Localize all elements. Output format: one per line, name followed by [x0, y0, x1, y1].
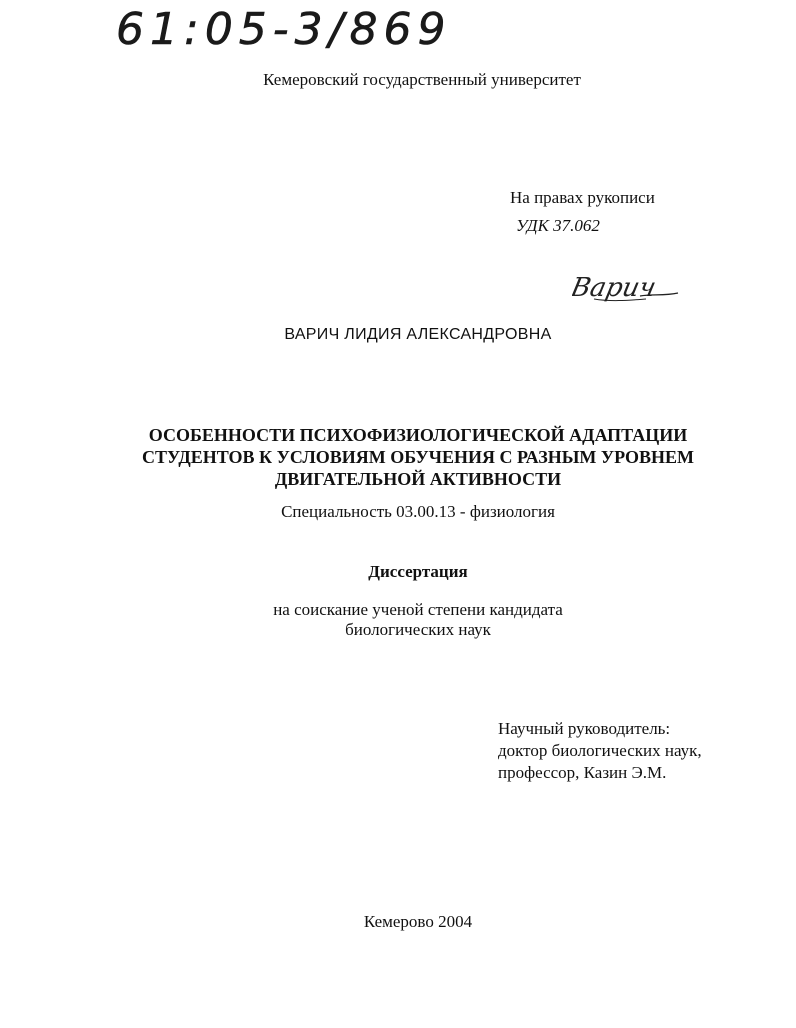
archive-number-text: 61:05-3/869	[116, 4, 452, 54]
author-name: ВАРИЧ ЛИДИЯ АЛЕКСАНДРОВНА	[284, 326, 552, 343]
author-signature	[572, 266, 682, 310]
degree-description	[218, 600, 618, 640]
degree-line: биологических наук	[345, 620, 491, 639]
udk-code: УДК 37.062	[516, 216, 600, 235]
supervisor-block	[498, 718, 702, 784]
title-line: СТУДЕНТОВ К УСЛОВИЯМ ОБУЧЕНИЯ С РАЗНЫМ УРОВНЕМ	[142, 447, 694, 467]
manuscript-rights-label: На правах рукописи	[510, 188, 655, 207]
university-name: Кемеровский государственный университет	[263, 70, 581, 89]
supervisor-line: доктор биологических наук,	[498, 741, 702, 760]
degree-line: на соискание ученой степени кандидата	[273, 600, 563, 619]
supervisor-line: профессор, Казин Э.М.	[498, 763, 667, 782]
signature-text: Варич	[572, 273, 659, 303]
dissertation-title	[120, 424, 716, 490]
city-year: Кемерово 2004	[363, 912, 473, 931]
dissertation-label: Диссертация	[368, 562, 468, 581]
specialty: Специальность 03.00.13 - физиология	[281, 502, 555, 521]
title-line: ОСОБЕННОСТИ ПСИХОФИЗИОЛОГИЧЕСКОЙ АДАПТАЦИИ	[148, 425, 688, 445]
archive-number-handwritten	[112, 2, 472, 54]
title-line: ДВИГАТЕЛЬНОЙ АКТИВНОСТИ	[274, 469, 562, 489]
supervisor-line: Научный руководитель:	[498, 719, 671, 738]
